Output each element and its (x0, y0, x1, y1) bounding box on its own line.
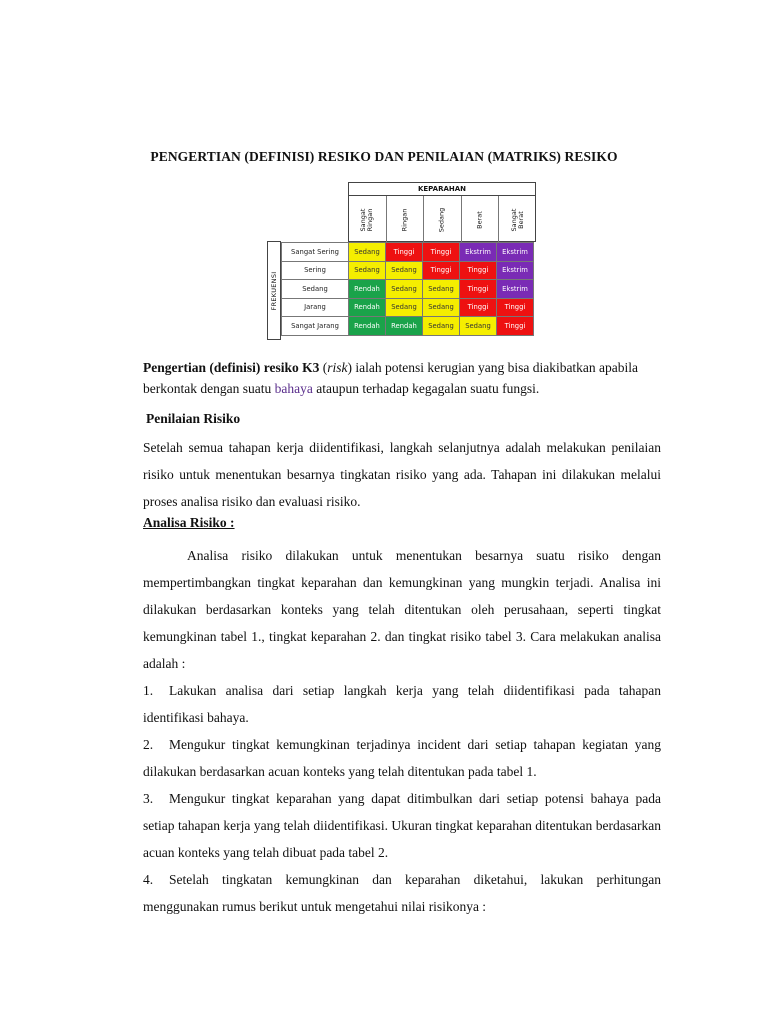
severity-label: Sedang (437, 207, 446, 232)
severity-col (387, 196, 425, 243)
penilaian-heading: Penilaian Risiko (146, 411, 241, 426)
page-title: PENGERTIAN (DEFINISI) RESIKO DAN PENILAIAN (MATRIKS) RESIKO (150, 149, 618, 164)
risk-cell-sedang: Sedang (386, 298, 423, 317)
frequency-label: Jarang (282, 298, 349, 317)
definition-paren-open: ( (319, 360, 328, 375)
severity-col (499, 196, 537, 243)
frequency-label: Sangat Jarang (282, 317, 349, 336)
list-text: Lakukan analisa dari setiap langkah kerja yang telah diidentifikasi pada tahapan identifikasi bahaya. (143, 683, 661, 725)
matrix-row (282, 261, 534, 280)
risk-cell-rendah: Rendah (349, 298, 386, 317)
risk-cell-tinggi: Tinggi (497, 317, 534, 336)
frequency-label: Sedang (282, 280, 349, 299)
severity-label: Sangat Ringan (359, 208, 375, 231)
risk-cell-sedang: Sedang (423, 298, 460, 317)
list-item (143, 731, 661, 785)
severity-label: Berat (475, 210, 484, 229)
risk-cell-tinggi: Tinggi (423, 243, 460, 262)
severity-label: Ringan (400, 208, 409, 231)
analisa-paragraph: Analisa risiko dilakukan untuk menentukan besarnya suatu risiko dengan mempertimbangkan tingkat keparahan dan kemungkinan yang mungkin terjadi. Analisa ini dilakukan berdasarkan konteks yang telah ditentukan oleh perusahaan, seperti tingkat kemungkinan tabel 1., tingkat keparahan 2. dan tingkat risiko tabel 3. Cara melakukan analisa adalah : (143, 548, 661, 671)
risk-cell-ekstrim: Ekstrim (497, 280, 534, 299)
risk-cell-ekstrim: Ekstrim (460, 243, 497, 262)
frequency-label: Sering (282, 261, 349, 280)
frequency-label: Sangat Sering (282, 243, 349, 262)
risk-matrix-grid (281, 242, 534, 336)
risk-cell-tinggi: Tinggi (423, 261, 460, 280)
risk-cell-sedang: Sedang (386, 261, 423, 280)
severity-label: Sangat Berat (510, 208, 526, 231)
definition-paragraph (143, 357, 661, 399)
frequency-header (267, 241, 281, 340)
risk-cell-tinggi: Tinggi (386, 243, 423, 262)
matrix-row (282, 317, 534, 336)
penilaian-paragraph: Setelah semua tahapan kerja diidentifikasi, langkah selanjutnya adalah melakukan penilaian risiko untuk menentukan besarnya tingkatan risiko yang ada. Tahapan ini dilakukan melalui proses analisa risiko dan evaluasi risiko. (143, 440, 661, 509)
severity-header (348, 182, 536, 242)
risk-cell-rendah: Rendah (349, 317, 386, 336)
risk-cell-tinggi: Tinggi (460, 261, 497, 280)
severity-col (349, 196, 387, 243)
list-text: Setelah tingkatan kemungkinan dan keparahan diketahui, lakukan perhitungan menggunakan rumus berikut untuk mengetahui nilai risikonya : (143, 872, 661, 914)
list-item (143, 677, 661, 731)
risk-cell-sedang: Sedang (460, 317, 497, 336)
risk-cell-sedang: Sedang (423, 280, 460, 299)
definition-text-end: ataupun terhadap kegagalan suatu fungsi. (312, 381, 540, 396)
matrix-row (282, 243, 534, 262)
matrix-row (282, 298, 534, 317)
list-number: 4. (143, 872, 154, 887)
list-item (143, 866, 661, 920)
frequency-title: FREKUENSI (270, 271, 278, 310)
risk-cell-ekstrim: Ekstrim (497, 261, 534, 280)
list-item (143, 785, 661, 866)
definition-paren-close: ) (347, 360, 352, 375)
risk-cell-tinggi: Tinggi (497, 298, 534, 317)
risk-cell-tinggi: Tinggi (460, 280, 497, 299)
risk-cell-sedang: Sedang (423, 317, 460, 336)
risk-cell-sedang: Sedang (386, 280, 423, 299)
definition-italic-term: risk (327, 360, 348, 375)
definition-term: Pengertian (definisi) resiko K3 (143, 360, 320, 375)
severity-col (462, 196, 500, 243)
analisa-steps (143, 677, 661, 920)
definition-text: ialah potensi kerugian yang bisa diakibatkan apabila berkontak dengan suatu (143, 360, 639, 396)
risk-matrix (267, 182, 540, 340)
risk-cell-rendah: Rendah (349, 280, 386, 299)
list-number: 3. (143, 791, 154, 806)
list-number: 2. (143, 737, 154, 752)
analisa-heading: Analisa Risiko : (143, 515, 235, 530)
risk-cell-tinggi: Tinggi (460, 298, 497, 317)
matrix-row (282, 280, 534, 299)
list-text: Mengukur tingkat kemungkinan terjadinya incident dari setiap tahapan kegiatan yang dilakukan berdasarkan acuan konteks yang telah ditentukan pada tabel 1. (143, 737, 661, 779)
severity-title: KEPARAHAN (349, 183, 535, 196)
risk-cell-sedang: Sedang (349, 243, 386, 262)
list-text: Mengukur tingkat keparahan yang dapat ditimbulkan dari setiap potensi bahaya pada setiap tahapan kerja yang telah diidentifikasi. Ukuran tingkat keparahan ditentukan berdasarkan acuan konteks yang telah dibuat pada tabel 2. (143, 791, 661, 860)
list-number: 1. (143, 683, 154, 698)
risk-cell-ekstrim: Ekstrim (497, 243, 534, 262)
bahaya-link[interactable]: bahaya (274, 381, 313, 396)
risk-cell-rendah: Rendah (386, 317, 423, 336)
severity-col (424, 196, 462, 243)
risk-cell-sedang: Sedang (349, 261, 386, 280)
